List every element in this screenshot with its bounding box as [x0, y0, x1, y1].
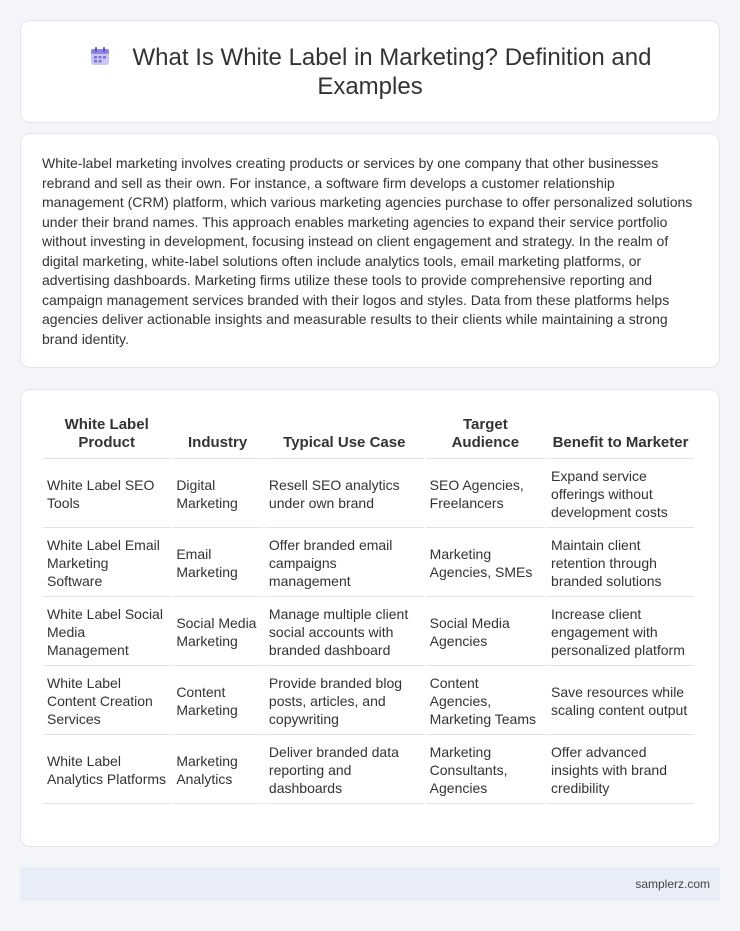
cell-audience: Social Media Agencies — [426, 599, 545, 666]
cell-product: White Label Email Marketing Software — [43, 530, 170, 597]
table-card — [20, 389, 720, 847]
intro-card — [20, 133, 720, 368]
title-card — [20, 20, 720, 123]
header-benefit: Benefit to Marketer — [547, 412, 694, 459]
table-row — [43, 737, 694, 804]
footer-site-link[interactable]: samplerz.com — [635, 877, 710, 891]
cell-benefit: Save resources while scaling content output — [547, 668, 694, 735]
cell-industry: Email Marketing — [172, 530, 263, 597]
cell-benefit: Expand service offerings without development costs — [547, 461, 694, 528]
cell-audience: Marketing Agencies, SMEs — [426, 530, 545, 597]
table-row — [43, 599, 694, 666]
table-row — [43, 461, 694, 528]
footer-bar — [20, 867, 720, 901]
cell-audience: SEO Agencies, Freelancers — [426, 461, 545, 528]
header-product: White Label Product — [43, 412, 170, 459]
comparison-table — [41, 410, 696, 806]
table-header-row — [43, 412, 694, 459]
cell-use-case: Provide branded blog posts, articles, and copywriting — [265, 668, 424, 735]
cell-benefit: Maintain client retention through branded solutions — [547, 530, 694, 597]
header-industry: Industry — [172, 412, 263, 459]
cell-benefit: Offer advanced insights with brand credibility — [547, 737, 694, 804]
cell-product: White Label Social Media Management — [43, 599, 170, 666]
cell-use-case: Resell SEO analytics under own brand — [265, 461, 424, 528]
cell-benefit: Increase client engagement with personalized platform — [547, 599, 694, 666]
table-row — [43, 668, 694, 735]
cell-use-case: Deliver branded data reporting and dashboards — [265, 737, 424, 804]
cell-product: White Label Content Creation Services — [43, 668, 170, 735]
cell-product: White Label SEO Tools — [43, 461, 170, 528]
table-row — [43, 530, 694, 597]
cell-industry: Content Marketing — [172, 668, 263, 735]
cell-use-case: Offer branded email campaigns management — [265, 530, 424, 597]
header-audience: Target Audience — [426, 412, 545, 459]
cell-audience: Marketing Consultants, Agencies — [426, 737, 545, 804]
cell-audience: Content Agencies, Marketing Teams — [426, 668, 545, 735]
cell-product: White Label Analytics Platforms — [43, 737, 170, 804]
cell-industry: Social Media Marketing — [172, 599, 263, 666]
page-title-wrap — [70, 43, 670, 101]
page-title: What Is White Label in Marketing? Definition and Examples — [132, 43, 652, 100]
intro-paragraph: White-label marketing involves creating products or services by one company that other businesses rebrand and sell as their own. For instance, a software firm develops a customer relationship management (CRM) platform, which various marketing agencies purchase to offer personalized solutions under their brand names. This approach enables marketing agencies to expand their service portfolio without investing in development, focusing instead on client engagement and strategy. In the realm of digital marketing, white-label solutions often include analytics tools, email marketing platforms, or advertising dashboards. Marketing firms utilize these tools to provide comprehensive reporting and campaign management services branded with their logos and styles. Data from these platforms helps agencies deliver actionable insights and measurable results to their clients while maintaining a strong brand identity. — [42, 155, 693, 347]
cell-use-case: Manage multiple client social accounts with branded dashboard — [265, 599, 424, 666]
header-use-case: Typical Use Case — [265, 412, 424, 459]
calendar-icon — [89, 45, 111, 67]
cell-industry: Marketing Analytics — [172, 737, 263, 804]
cell-industry: Digital Marketing — [172, 461, 263, 528]
